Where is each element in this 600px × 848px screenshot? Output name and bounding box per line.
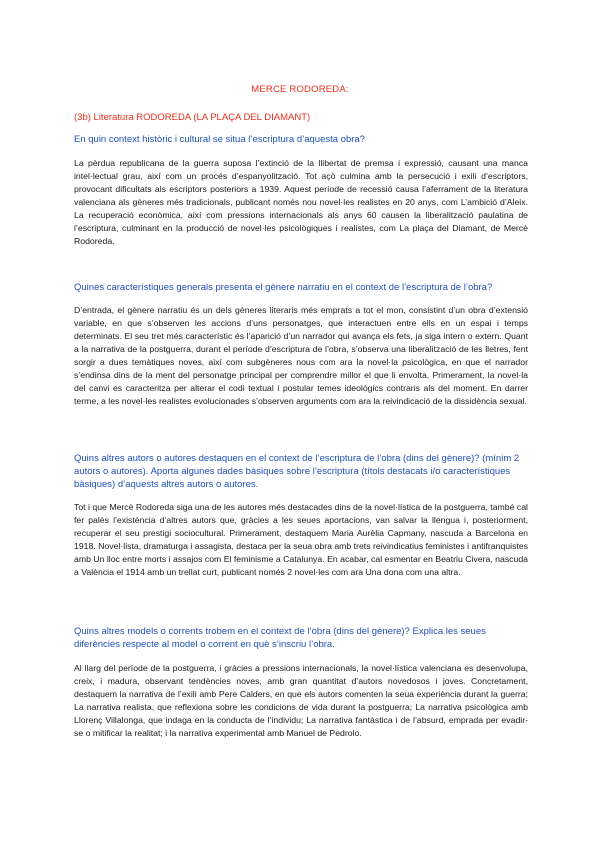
- answer-other-authors: Tot i que Mercè Rodoreda siga una de les autores més destacades dins de la novel·lística de la postguerra, també cal fer palès l’existència d’altres autors que, gràcies a les seues aportacions, van salvar la llengua i, posteriorment, recuperar el seu prestigi sociocultural. Primerament, destaquem Maria Aurèlia Capmany, nascuda a Barcelona en 1918. Novel·lista, dramaturga i assagista, destaca per la seua obra amb trets reivindicatius feministes i antifranquistes amb Un lloc entre morts i assajos com El feminisme a Catalunya. En acabar, cal esmentar en Beatriu Civera, nascuda a València el 1914 amb un trellat curt, publicant només 2 novel·les com ara Una dona com una altra.: [74, 502, 528, 577]
- question-historical-context: En quin context històric i cultural se situa l’escriptura d’aquesta obra?: [74, 134, 365, 145]
- question-other-models: Quins altres models o corrents trobem en el context de l’obra (dins del gènere)? Explica les seues diferències respecte al model o corrent en què s’inscriu l’obra.: [74, 626, 486, 650]
- document-subtitle: (3b) Literatura RODOREDA (LA PLAÇA DEL DIAMANT): [74, 112, 311, 123]
- answer-narrative-genre: D’entrada, el gènere narratiu és un dels gèneres literaris més emprats a tot el mon, consistint d’un obra d’extensió variable, en que s’observen les accions d’uns personatges, que interactuen entre ells en un espai i temps determinats. El seu tret més característic és l’aparició d’un narrador qui avança els fets, ja siga intern o extern. Quant a la narrativa de la postguerra, durant el període d’escriptura de l’obra, s’observa una liberalització de les lletres, fent sorgir a dues temàtiques noves, així com subgèneres nous com ara la novel·la psicològica, en que el narrador s’endinsa dins de la ment del personatge principal per comprendre millor el que li envolta. Primerament, la novel·la del canvi es caracteritza per alterar el codi textual i postular temes ideològics contraris als del moment. En darrer terme, a les novel·les realistes evolucionades s’observen arguments com ara la reivindicació de la dissidència sexual.: [74, 305, 528, 406]
- question-narrative-genre: Quines característiques generals presenta el gènere narratiu en el context de l’escriptura de l’obra?: [74, 282, 493, 293]
- question-other-authors: Quins altres autors o autores destaquen en el context de l’escriptura de l’obra (dins del gènere)? (mínim 2 autors o autores). Aporta algunes dades bàsiques sobre l’escriptura (títols destacats i/o característiques bàsiques) d’aquests altres autors o autores.: [74, 453, 520, 490]
- answer-historical-context: La pèrdua republicana de la guerra suposa l’extinció de la llibertat de premsa i expressió, causant una manca intel·lectual grau, així com un procés d’espanyolització. Tot açò culmina amb la persecució i exili d’escriptors, provocant dificultats als escriptors posteriors a 1939. Aquest període de recessió causa l’aferrament de la literatura valenciana als gèneres més tradicionals, publicant només nou novel·les realistes en 20 anys, com L’ambició d’Aleix. La recuperació econòmica, així com pressions internacionals als anys 60 causen la liberalització paulatina de l’escriptura, culminant en la producció de novel·les psicològiques i realistes, com La plaça del Diamant, de Mercè Rodoreda.: [74, 158, 528, 246]
- answer-other-models: Al llarg del període de la postguerra, i gràcies a pressions internacionals, la novel·lística valenciana es desenvolupa, creix, i madura, observant tendències noves, amb gran quantitat d’autors novedosos i joves. Concretament, destaquem la narrativa de l’exili amb Pere Calders, en que els autors comenten la seua experiència durant la guerra; La narrativa realista, que reflexiona sobre les condicions de vida durant la postguerra; La narrativa psicològica amb Llorenç Villalonga, que indaga en la conducta de l’individu; La narrativa fantàstica i de l’absurd, emprada per evadir-se o mitificar la realitat; i la narrativa experimental amb Manuel de Pedrolo.: [74, 663, 528, 738]
- document-title: MERCE RODOREDA:: [251, 84, 349, 95]
